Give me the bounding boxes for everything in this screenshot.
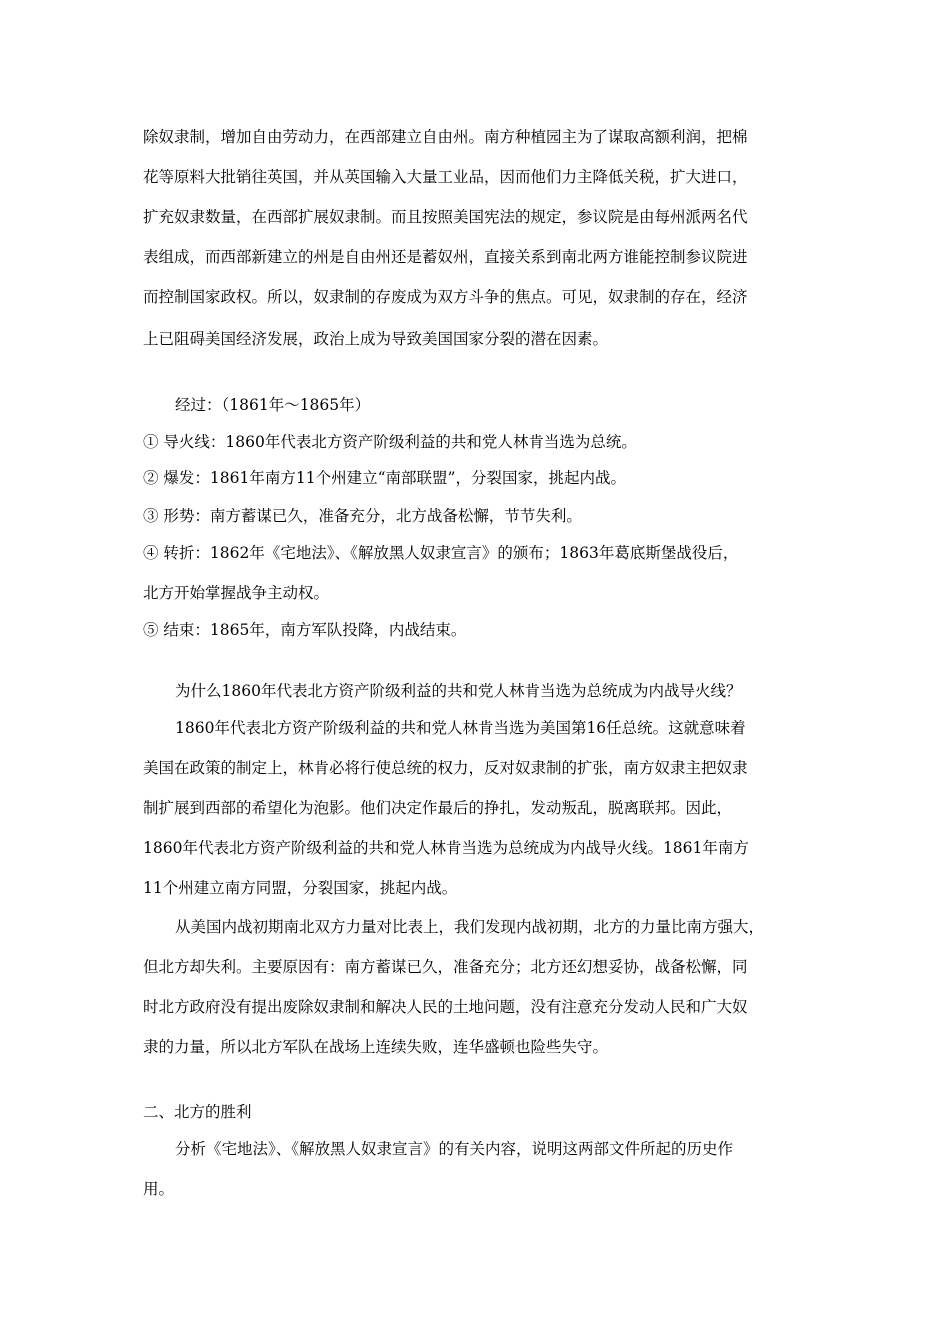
paragraph-line: 花等原料大批销往英国，并从英国输入大量工业品，因而他们力主降低关税，扩大进口， [143,168,748,186]
answer-line: 11个州建立南方同盟，分裂国家，挑起内战。 [143,879,458,897]
section-text-line: 用。 [143,1180,175,1198]
paragraph-line: 表组成，而西部新建立的州是自由州还是蓄奴州，直接关系到南北两方谁能控制参议院进 [143,248,748,266]
answer-line: 1860年代表北方资产阶级利益的共和党人林肯当选为总统成为内战导火线。1861年南方 [143,839,749,857]
process-heading: 经过：（1861年～1865年） [175,396,371,414]
process-item: ③ 形势：南方蓄谋已久，准备充分，北方战备松懈，节节失利。 [143,507,582,525]
process-item: ⑤ 结束：1865年，南方军队投降，内战结束。 [143,621,467,639]
process-item: ④ 转折：1862年《宅地法》、《解放黑人奴隶宣言》的颁布；1863年葛底斯堡战役后， [143,544,739,562]
process-item: 北方开始掌握战争主动权。 [143,584,330,602]
analysis-line: 但北方却失利。主要原因有：南方蓄谋已久，准备充分；北方还幻想妥协，战备松懈，同 [143,958,748,976]
paragraph-line: 除奴隶制，增加自由劳动力，在西部建立自由州。南方种植园主为了谋取高额利润，把棉 [143,128,748,146]
section-text-line: 分析《宅地法》、《解放黑人奴隶宣言》的有关内容，说明这两部文件所起的历史作 [175,1140,734,1158]
answer-line: 美国在政策的制定上，林肯必将行使总统的权力，反对奴隶制的扩张，南方奴隶主把奴隶 [143,759,748,777]
answer-line: 1860年代表北方资产阶级利益的共和党人林肯当选为美国第16任总统。这就意味着 [175,719,746,737]
paragraph-line: 扩充奴隶数量，在西部扩展奴隶制。而且按照美国宪法的规定，参议院是由每州派两名代 [143,208,748,226]
analysis-line: 隶的力量，所以北方军队在战场上连续失败，连华盛顿也险些失守。 [143,1038,609,1056]
analysis-line: 时北方政府没有提出废除奴隶制和解决人民的土地问题，没有注意充分发动人民和广大奴 [143,998,748,1016]
answer-line: 制扩展到西部的希望化为泡影。他们决定作最后的挣扎，发动叛乱，脱离联邦。因此， [143,799,733,817]
analysis-line: 从美国内战初期南北双方力量对比表上，我们发现内战初期，北方的力量比南方强大， [175,918,765,936]
paragraph-line: 而控制国家政权。所以，奴隶制的存废成为双方斗争的焦点。可见，奴隶制的存在，经济 [143,288,748,306]
question-text: 为什么1860年代表北方资产阶级利益的共和党人林肯当选为总统成为内战导火线？ [175,682,742,700]
process-item: ② 爆发：1861年南方11个州建立“南部联盟”，分裂国家，挑起内战。 [143,469,626,487]
process-item: ① 导火线：1860年代表北方资产阶级利益的共和党人林肯当选为总统。 [143,433,637,451]
section-heading: 二、北方的胜利 [143,1103,252,1121]
paragraph-line: 上已阻碍美国经济发展，政治上成为导致美国国家分裂的潜在因素。 [143,330,609,348]
